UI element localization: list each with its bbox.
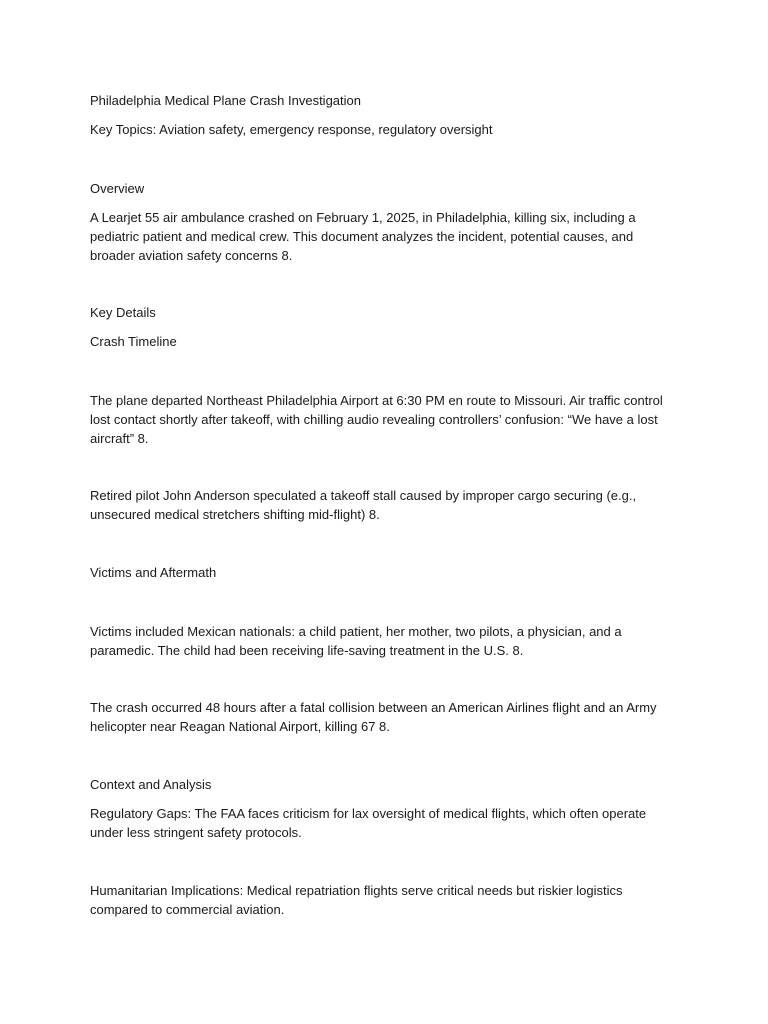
victims-paragraph-2: The crash occurred 48 hours after a fatal collision between an American Airlines flight and an Army helicopter near Reagan National Airport, killing 67 8. <box>90 700 657 734</box>
crash-timeline-heading: Crash Timeline <box>90 334 177 349</box>
victims-heading: Victims and Aftermath <box>90 565 217 580</box>
document-title: Philadelphia Medical Plane Crash Investigation <box>90 93 361 108</box>
timeline-paragraph-1: The plane departed Northeast Philadelphia Airport at 6:30 PM en route to Missouri. Air traffic control lost contact shortly after takeoff, with chilling audio revealing controllers’ confusion: “We have a lost aircraft” 8. <box>90 393 663 446</box>
context-paragraph-1: Regulatory Gaps: The FAA faces criticism for lax oversight of medical flights, which often operate under less stringent safety protocols. <box>90 806 647 840</box>
overview-heading: Overview <box>90 181 145 196</box>
overview-paragraph: A Learjet 55 air ambulance crashed on February 1, 2025, in Philadelphia, killing six, including a pediatric patient and medical crew. This document analyzes the incident, potential causes, and broader aviation safety concerns 8. <box>90 210 636 263</box>
timeline-paragraph-2: Retired pilot John Anderson speculated a takeoff stall caused by improper cargo securing (e.g., unsecured medical stretchers shifting mid-flight) 8. <box>90 488 637 522</box>
key-details-heading: Key Details <box>90 305 156 320</box>
victims-paragraph-1: Victims included Mexican nationals: a child patient, her mother, two pilots, a physician, and a paramedic. The child had been receiving life-saving treatment in the U.S. 8. <box>90 624 622 658</box>
context-heading: Context and Analysis <box>90 777 212 792</box>
key-topics-line: Key Topics: Aviation safety, emergency response, regulatory oversight <box>90 122 493 137</box>
context-paragraph-2: Humanitarian Implications: Medical repatriation flights serve critical needs but riskier logistics compared to commercial aviation. <box>90 883 623 917</box>
